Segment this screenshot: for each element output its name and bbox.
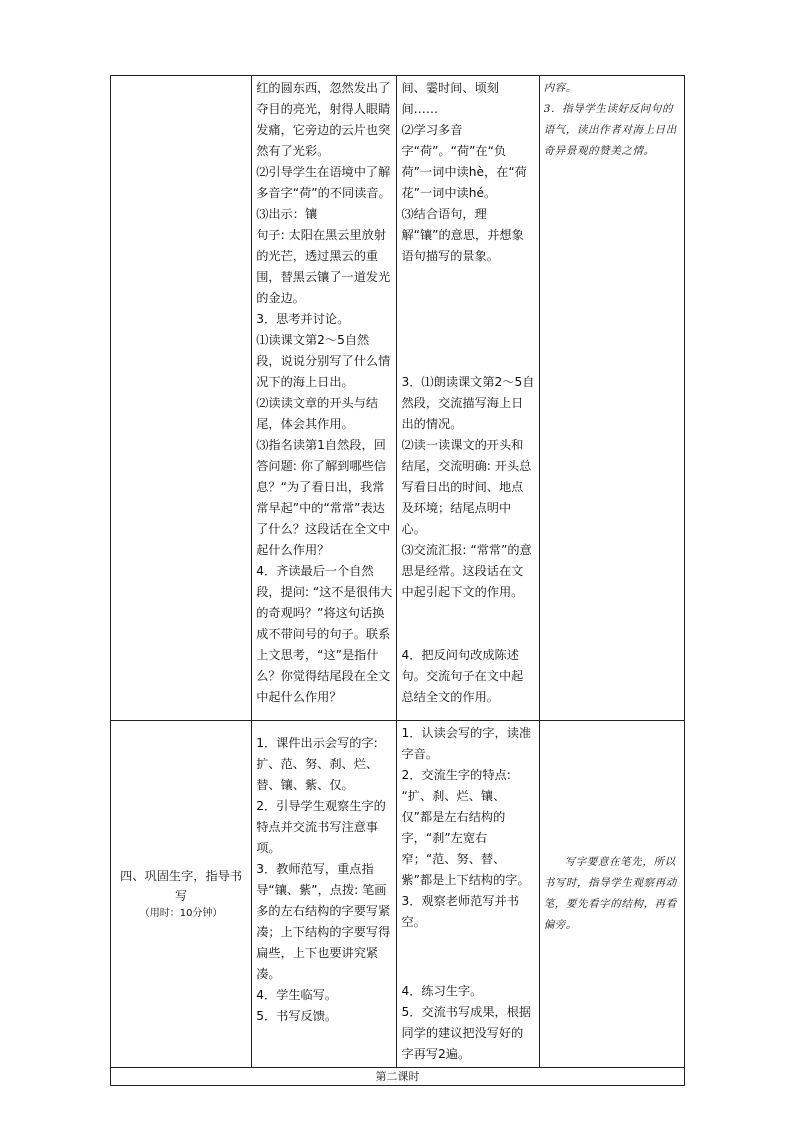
- student-activity-text: 2．交流生字的特点: “扩、刹、烂、镶、仅”都是左右结构的字，“刹”左宽右窄；“范、努、替、紫”都是上下结构的字。: [401, 768, 530, 887]
- teacher-activity-text: ⑵引导学生在语境中了解多音字“荷”的不同读音。: [256, 165, 391, 200]
- teacher-activity-text: 2．引导学生观察生字的特点并交流书写注意事项。: [256, 799, 386, 855]
- teacher-activity-text: 4．学生临写。: [256, 988, 338, 1002]
- teacher-activity-text: ⑶指名读第1自然段，回答问题: 你了解到哪些信息？“为了看日出，我常常早起”中的“常常”表达了什么？这段话在全文中起什么作用？: [256, 438, 391, 557]
- student-activity-text: 间、霎时间、顷刻间……: [401, 81, 499, 116]
- design-intent-text: 内容。: [543, 82, 577, 94]
- student-activity-text: ⑶结合语句，理解“镶”的意思，并想象语句描写的景象。: [401, 207, 524, 263]
- student-activity-cell: [397, 76, 539, 721]
- second-lesson-header: 第二课时: [111, 1068, 685, 1086]
- teacher-activity-cell: [252, 721, 397, 1068]
- design-intent-cell: [539, 76, 684, 721]
- stage-title: 四、巩固生字，指导书写: [120, 869, 243, 903]
- teacher-activity-text: 1．课件出示会写的字: 扩、范、努、刹、烂、替、镶、紫、仅。: [256, 736, 379, 792]
- stage-row-four: [111, 721, 685, 1068]
- design-intent-cell: [539, 721, 684, 1068]
- teacher-activity-text: ⑵读读文章的开头与结尾，体会其作用。: [256, 396, 379, 431]
- teacher-activity-text: 5．书写反馈。: [256, 1009, 338, 1023]
- spacer: [401, 933, 534, 981]
- student-activity-text: 4．把反问句改成陈述句。交流句子在文中起总结全文的作用。: [401, 648, 524, 704]
- student-activity-text: 3．⑴朗读课文第2～5自然段，交流描写海上日出的情况。: [401, 375, 535, 431]
- teacher-activity-cell: [252, 76, 397, 721]
- stage-row-continued: [111, 76, 685, 721]
- teacher-activity-text: 3．思考并讨论。: [256, 312, 350, 326]
- lesson-plan-table: [110, 75, 685, 1086]
- teacher-activity-text: 3．教师范写，重点指导“镶、紫”，点拨: 笔画多的左右结构的字要写紧凑；上下结构的字要写得扁些，上下也要讲究紧凑。: [256, 862, 391, 981]
- teacher-activity-text: 句子: 太阳在黑云里放射的光芒，透过黑云的重围，替黑云镶了一道发光的金边。: [256, 228, 391, 305]
- design-intent-text: 写字要意在笔先，所以书写时，指导学生观察再动笔，要先看字的结构，再看偏旁。: [543, 856, 677, 931]
- student-activity-text: ⑶交流汇报: “常常”的意思是经常。这段话在文中起引起下文的作用。: [401, 543, 532, 599]
- student-activity-text: 1．认读会写的字，读准字音。: [401, 726, 532, 761]
- stage-cell-empty: [111, 76, 252, 721]
- student-activity-text: ⑵读一读课文的开头和结尾，交流明确: 开头总写看日出的时间、地点及环境；结尾点明中心。: [401, 438, 532, 536]
- student-activity-text: 4．练习生字。: [401, 984, 483, 998]
- student-activity-text: 3．观察老师范写并书空。: [401, 894, 519, 929]
- teacher-activity-text: ⑶出示：镶: [256, 207, 318, 221]
- student-activity-text: ⑵学习多音字“荷”。“荷”在“负荷”一词中读hè，在“荷花”一词中读hé。: [401, 123, 527, 200]
- design-intent-text: 3．指导学生读好反问句的语气，读出作者对海上日出奇异景观的赞美之情。: [543, 103, 677, 157]
- student-activity-cell: [397, 721, 539, 1068]
- teacher-activity-text: 红的圆东西，忽然发出了夺目的亮光，射得人眼睛发痛，它旁边的云片也突然有了光彩。: [256, 81, 391, 158]
- student-activity-text: 5．交流书写成果，根据同学的建议把没写好的字再写2遍。: [401, 1005, 532, 1061]
- section-header-row: [111, 1068, 685, 1086]
- spacer: [401, 603, 534, 645]
- teacher-activity-text: ⑴读课文第2～5自然段，说说分别写了什么情况下的海上日出。: [256, 333, 391, 389]
- stage-cell: [111, 721, 252, 1068]
- stage-time: （用时：10分钟）: [139, 908, 223, 919]
- teacher-activity-text: 4．齐读最后一个自然段，提问: “这不是很伟大的奇观吗？”将这句话换成不带问号的句子。联系上文思考，“这”是指什么？你觉得结尾段在全文中起什么作用？: [256, 564, 393, 704]
- spacer: [401, 267, 534, 372]
